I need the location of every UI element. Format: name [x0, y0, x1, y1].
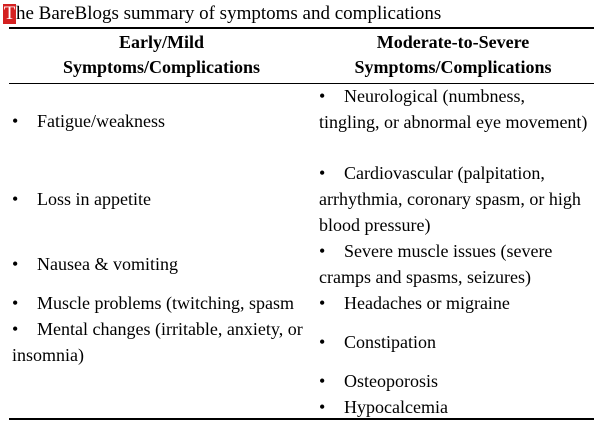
left-list-item: • Mental changes (irritable, anxiety, or insomnia): [12, 316, 308, 368]
left-list-item: • Loss in appetite: [12, 186, 316, 212]
caption-initial: T: [3, 3, 16, 24]
left-list-item: • Fatigue/weakness: [12, 108, 316, 134]
right-list-item: • Neurological (numbness, tingling, or abnormal eye movement): [319, 83, 589, 135]
right-list-item: • Headaches or migraine: [319, 290, 602, 316]
header-left-line1: Early/Mild: [119, 32, 204, 52]
bullet-icon: •: [12, 319, 19, 339]
bullet-icon: •: [12, 293, 19, 313]
header-left-line2: Symptoms/Complications: [62, 57, 260, 77]
bullet-icon: •: [319, 163, 326, 183]
header-right-line1: Moderate-to-Severe: [376, 32, 530, 52]
right-list-item: • Severe muscle issues (severe cramps and spasms, seizures): [319, 238, 589, 290]
header-right-line2: Symptoms/Complications: [354, 57, 552, 77]
bullet-icon: •: [319, 397, 326, 417]
right-list-item: • Constipation: [319, 329, 602, 355]
bullet-icon: •: [319, 241, 326, 261]
left-list-item: • Nausea & vomiting: [12, 251, 316, 277]
bullet-icon: •: [319, 293, 326, 313]
right-list-item: • Cardiovascular (palpitation, arrhythmia, coronary spasm, or high blood pressure): [319, 160, 589, 238]
header-moderate-severe: [308, 30, 598, 80]
left-list-item: • Muscle problems (twitching, spasm: [12, 290, 316, 316]
right-list-item: • Osteoporosis: [319, 368, 602, 394]
bullet-icon: •: [12, 189, 19, 209]
bullet-icon: •: [319, 332, 326, 352]
bullet-icon: •: [12, 254, 19, 274]
right-list-item: • Hypocalcemia: [319, 394, 602, 420]
bullet-icon: •: [319, 371, 326, 391]
bullet-icon: •: [319, 86, 326, 106]
bullet-icon: •: [12, 111, 19, 131]
caption-text: he BareBlogs summary of symptoms and complications: [16, 3, 442, 24]
table-bottom-rule: [9, 418, 594, 420]
